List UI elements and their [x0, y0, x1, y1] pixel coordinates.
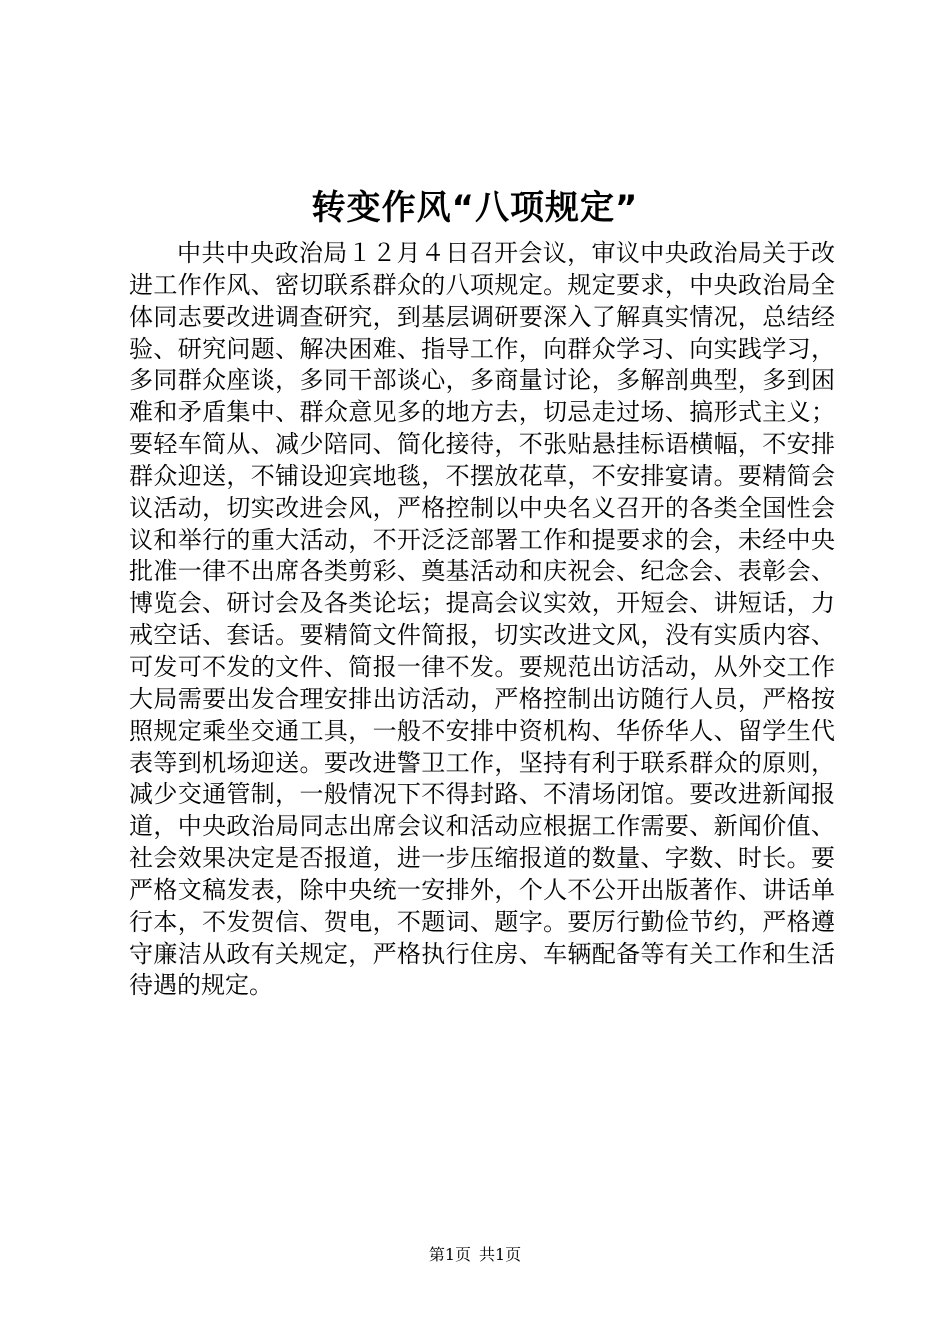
document-title: 转变作风“八项规定”: [311, 188, 639, 228]
page-number: 第1页: [428, 1245, 471, 1264]
page-total: 共1页: [479, 1245, 522, 1264]
page-footer: [0, 1243, 950, 1267]
document-body: 中共中央政治局１２月４日召开会议，审议中央政治局关于改进工作作风、密切联系群众的八项规定。规定要求，中央政治局全体同志要改进调查研究，到基层调研要深入了解真实情况，总结经验、研究问题、解决困难、指导工作，向群众学习、向实践学习，多同群众座谈，多同干部谈心，多商量讨论，多解剖典型，多到困难和矛盾集中、群众意见多的地方去，切忌走过场、搞形式主义；要轻车简从、减少陪同、简化接待，不张贴悬挂标语横幅，不安排群众迎送，不铺设迎宾地毯，不摆放花草，不安排宴请。要精简会议活动，切实改进会风，严格控制以中央名义召开的各类全国性会议和举行的重大活动，不开泛泛部署工作和提要求的会，未经中央批准一律不出席各类剪彩、奠基活动和庆祝会、纪念会、表彰会、博览会、研讨会及各类论坛；提高会议实效，开短会、讲短话，力戒空话、套话。要精简文件简报，切实改进文风，没有实质内容、可发可不发的文件、简报一律不发。要规范出访活动，从外交工作大局需要出发合理安排出访活动，严格控制出访随行人员，严格按照规定乘坐交通工具，一般不安排中资机构、华侨华人、留学生代表等到机场迎送。要改进警卫工作，坚持有利于联系群众的原则，减少交通管制，一般情况下不得封路、不清场闭馆。要改进新闻报道，中央政治局同志出席会议和活动应根据工作需要、新闻价值、社会效果决定是否报道，进一步压缩报道的数量、字数、时长。要严格文稿发表，除中央统一安排外，个人不公开出版著作、讲话单行本，不发贺信、贺电，不题词、题字。要厉行勤俭节约，严格遵守廉洁从政有关规定，严格执行住房、车辆配备等有关工作和生活待遇的规定。: [129, 239, 835, 1000]
